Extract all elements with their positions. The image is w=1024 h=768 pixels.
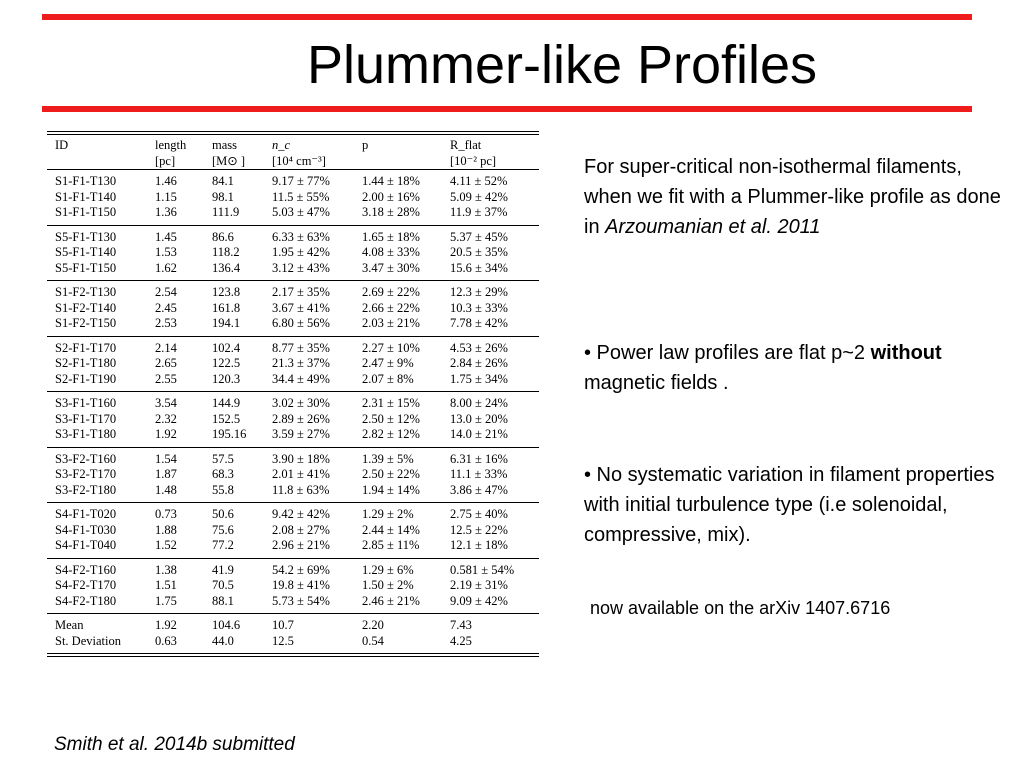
header-length-unit: [pc] — [155, 153, 176, 168]
table-cell: 2.65 — [155, 356, 177, 370]
table-cell: 2.20 — [362, 618, 384, 632]
table-cell: 12.3 ± 29% — [450, 285, 508, 299]
table-group — [47, 614, 539, 654]
table-cell: 2.46 ± 21% — [362, 593, 420, 608]
paragraph-fit-description — [584, 152, 1004, 242]
table-row — [47, 503, 539, 523]
table-row — [47, 523, 539, 539]
table-row — [47, 372, 539, 392]
table-row — [47, 578, 539, 594]
table-group — [47, 336, 539, 392]
table-cell: 20.5 ± 35% — [450, 245, 508, 259]
table-row — [47, 634, 539, 654]
table-cell: St. Deviation — [55, 633, 121, 648]
table-group — [47, 281, 539, 337]
table-cell: 9.42 ± 42% — [272, 507, 330, 521]
table-row — [47, 467, 539, 483]
table-row — [47, 614, 539, 634]
table-cell: 2.50 ± 22% — [362, 467, 420, 481]
table-cell: 2.32 — [155, 411, 177, 426]
table-cell: 55.8 — [212, 482, 234, 497]
header-nc-unit: [10⁴ cm⁻³] — [272, 153, 326, 168]
table-cell: S3-F1-T160 — [55, 396, 117, 410]
table-row — [47, 301, 539, 317]
table-cell: 195.16 — [212, 427, 247, 441]
table-cell: 3.86 ± 47% — [450, 482, 508, 497]
table-group — [47, 392, 539, 448]
table-cell: 14.0 ± 21% — [450, 427, 508, 441]
table-cell: 11.9 ± 37% — [450, 205, 508, 219]
table-cell: 88.1 — [212, 593, 234, 608]
table-cell: 9.09 ± 42% — [450, 593, 508, 608]
table-cell: 1.36 — [155, 205, 177, 219]
table-cell: 70.5 — [212, 578, 234, 592]
table-cell: 2.00 ± 16% — [362, 189, 420, 204]
slide-title: Plummer-like Profiles — [306, 35, 818, 95]
table-cell: 2.96 ± 21% — [272, 538, 330, 552]
table-cell: S4-F1-T040 — [55, 538, 117, 552]
power-law-bold: without — [870, 342, 942, 364]
table-cell: 122.5 — [212, 356, 241, 370]
table-row — [47, 261, 539, 281]
table-row — [47, 336, 539, 356]
table-cell: 75.6 — [212, 522, 234, 537]
table-cell: S4-F2-T180 — [55, 593, 117, 608]
bullet-power-law — [584, 338, 1004, 398]
table-cell: 1.95 ± 42% — [272, 245, 330, 259]
table-cell: 21.3 ± 37% — [272, 356, 330, 370]
table-cell: S1-F1-T150 — [55, 205, 117, 219]
table-cell: 0.581 ± 54% — [450, 562, 515, 577]
table-cell: 10.3 ± 33% — [450, 300, 508, 315]
table-cell: 1.62 — [155, 260, 177, 275]
table-cell: 1.38 — [155, 562, 177, 577]
table-row — [47, 190, 539, 206]
arxiv-note: now available on the arXiv 1407.6716 — [590, 598, 891, 618]
table-cell: S3-F2-T170 — [55, 467, 117, 481]
table-row — [47, 427, 539, 447]
table-cell: 2.07 ± 8% — [362, 371, 414, 386]
table-cell: 0.73 — [155, 507, 177, 521]
table-cell: 3.18 ± 28% — [362, 205, 420, 219]
table-cell: S4-F2-T170 — [55, 578, 117, 592]
table-cell: 1.75 — [155, 593, 177, 608]
table-row — [47, 245, 539, 261]
table-cell: 11.5 ± 55% — [272, 189, 330, 204]
table-cell: 5.37 ± 45% — [450, 229, 508, 244]
table-cell: 1.54 — [155, 451, 177, 466]
table-cell: 1.65 ± 18% — [362, 229, 420, 244]
table-cell: S4-F1-T030 — [55, 522, 117, 537]
table-cell: 2.08 ± 27% — [272, 522, 330, 537]
table-cell: 1.29 ± 2% — [362, 507, 414, 521]
table-cell: 111.9 — [212, 205, 240, 219]
table-cell: 12.5 — [272, 633, 294, 648]
table-cell: 3.67 ± 41% — [272, 300, 330, 315]
table-cell: 2.82 ± 12% — [362, 427, 420, 441]
table-row — [47, 412, 539, 428]
table-cell: 1.53 — [155, 245, 177, 259]
table-cell: 54.2 ± 69% — [272, 562, 330, 577]
table-cell: 0.63 — [155, 633, 177, 648]
table-row — [47, 483, 539, 503]
table-cell: 57.5 — [212, 451, 234, 466]
table-cell: 41.9 — [212, 562, 234, 577]
table-cell: 86.6 — [212, 229, 234, 244]
table-group — [47, 447, 539, 503]
table-cell: 1.45 — [155, 229, 177, 244]
table-group — [47, 558, 539, 614]
table-cell: 8.00 ± 24% — [450, 396, 508, 410]
table-row — [47, 281, 539, 301]
header-mass-unit: [M⊙ ] — [212, 153, 246, 168]
table-cell: S5-F1-T130 — [55, 229, 117, 244]
table-cell: 2.17 ± 35% — [272, 285, 330, 299]
table-cell: 3.90 ± 18% — [272, 451, 330, 466]
table-cell: 161.8 — [212, 300, 241, 315]
table-bottom-rule — [47, 653, 539, 657]
table-cell: 3.02 ± 30% — [272, 396, 330, 410]
header-nc: n_c — [272, 138, 291, 152]
table-row — [47, 356, 539, 372]
table-cell: S2-F1-T190 — [55, 371, 117, 386]
table-cell: S2-F1-T180 — [55, 356, 117, 370]
table-cell: S1-F1-T130 — [55, 174, 117, 188]
table-cell: 11.1 ± 33% — [450, 467, 508, 481]
table-row — [47, 225, 539, 245]
table-cell: 144.9 — [212, 396, 241, 410]
table-row — [47, 594, 539, 614]
table-cell: 194.1 — [212, 316, 241, 330]
table-cell: 2.89 ± 26% — [272, 411, 330, 426]
table-cell: 50.6 — [212, 507, 234, 521]
table-cell: 1.52 — [155, 538, 177, 552]
citation: Smith et al. 2014b submitted — [54, 734, 295, 755]
table-cell: 4.25 — [450, 633, 472, 648]
table-cell: 98.1 — [212, 189, 234, 204]
table-cell: S5-F1-T140 — [55, 245, 117, 259]
table-cell: 12.5 ± 22% — [450, 522, 508, 537]
table-cell: 5.73 ± 54% — [272, 593, 330, 608]
table-cell: 77.2 — [212, 538, 234, 552]
table-cell: 10.7 — [272, 618, 294, 632]
table-cell: S4-F1-T020 — [55, 507, 117, 521]
table-cell: 7.43 — [450, 618, 472, 632]
table-cell: 1.75 ± 34% — [450, 371, 508, 386]
table-cell: 2.44 ± 14% — [362, 522, 420, 537]
table-cell: S2-F1-T170 — [55, 340, 117, 355]
table-row — [47, 205, 539, 225]
table-cell: 104.6 — [212, 618, 241, 632]
table-cell: 6.80 ± 56% — [272, 316, 330, 330]
table-cell: 2.84 ± 26% — [450, 356, 508, 370]
table-cell: 123.8 — [212, 285, 241, 299]
table-cell: 2.69 ± 22% — [362, 285, 420, 299]
table-cell: 1.88 — [155, 522, 177, 537]
table-cell: 2.54 — [155, 285, 177, 299]
bullet-no-variation: • No systematic variation in filament properties with initial turbulence type (i.e solenoidal, compressive, mix). — [584, 464, 995, 546]
table-cell: 1.51 — [155, 578, 177, 592]
table-cell: 34.4 ± 49% — [272, 371, 330, 386]
table-cell: 0.54 — [362, 633, 384, 648]
table-row — [47, 538, 539, 558]
table-cell: 2.53 — [155, 316, 177, 330]
table-cell: 4.11 ± 52% — [450, 174, 508, 188]
table-cell: 3.54 — [155, 396, 177, 410]
table-cell: S3-F1-T170 — [55, 411, 117, 426]
table-cell: 1.15 — [155, 189, 177, 204]
header-rflat-unit: [10⁻² pc] — [450, 153, 497, 168]
table-cell: 1.48 — [155, 482, 177, 497]
table-group — [47, 225, 539, 281]
table-cell: 9.17 ± 77% — [272, 174, 330, 188]
table-cell: S1-F1-T140 — [55, 189, 117, 204]
table-cell: 13.0 ± 20% — [450, 411, 508, 426]
table-cell: 4.53 ± 26% — [450, 340, 508, 355]
table-cell: 2.19 ± 31% — [450, 578, 508, 592]
table-cell: 6.31 ± 16% — [450, 451, 508, 466]
table-cell: S3-F2-T160 — [55, 451, 117, 466]
table-cell: S5-F1-T150 — [55, 260, 117, 275]
table-cell: S1-F2-T150 — [55, 316, 117, 330]
table-cell: 2.27 ± 10% — [362, 340, 420, 355]
table-cell: Mean — [55, 618, 84, 632]
power-law-text-b: magnetic fields . — [584, 372, 729, 394]
table-cell: 6.33 ± 63% — [272, 229, 330, 244]
table-cell: 2.47 ± 9% — [362, 356, 414, 370]
table-header-row — [47, 135, 539, 170]
table-cell: 152.5 — [212, 411, 241, 426]
header-mass: mass — [212, 138, 237, 152]
table-cell: S4-F2-T160 — [55, 562, 117, 577]
table-row — [47, 316, 539, 336]
table-cell: 2.75 ± 40% — [450, 507, 508, 521]
power-law-text-a: • Power law profiles are flat p~2 — [584, 342, 871, 364]
bottom-red-rule — [42, 106, 972, 112]
table-cell: 3.12 ± 43% — [272, 260, 330, 275]
table-row — [47, 170, 539, 190]
table-cell: 1.92 — [155, 618, 177, 632]
table-row — [47, 392, 539, 412]
table-cell: 2.85 ± 11% — [362, 538, 420, 552]
table-cell: 1.39 ± 5% — [362, 451, 414, 466]
table-cell: 120.3 — [212, 371, 241, 386]
table-cell: 5.03 ± 47% — [272, 205, 330, 219]
table-group — [47, 503, 539, 559]
table-cell: S1-F2-T140 — [55, 300, 117, 315]
table-cell: 2.55 — [155, 371, 177, 386]
table-cell: 1.94 ± 14% — [362, 482, 420, 497]
table-cell: 118.2 — [212, 245, 240, 259]
table-cell: S3-F1-T180 — [55, 427, 117, 441]
table-cell: 2.01 ± 41% — [272, 467, 330, 481]
table-cell: 2.03 ± 21% — [362, 316, 420, 330]
table-cell: 2.45 — [155, 300, 177, 315]
table-cell: 8.77 ± 35% — [272, 340, 330, 355]
table-cell: 136.4 — [212, 260, 241, 275]
table-cell: 102.4 — [212, 340, 241, 355]
table-cell: 84.1 — [212, 174, 234, 188]
header-p: p — [362, 138, 369, 152]
table-cell: 1.46 — [155, 174, 177, 188]
table-row — [47, 558, 539, 578]
table-cell: 3.47 ± 30% — [362, 260, 420, 275]
table-cell: 44.0 — [212, 633, 234, 648]
table-group — [47, 170, 539, 226]
fit-reference: Arzoumanian et al. 2011 — [605, 216, 821, 238]
top-red-rule — [42, 14, 972, 20]
table-cell: 1.29 ± 6% — [362, 562, 414, 577]
results-table — [47, 131, 539, 657]
table-cell: 2.31 ± 15% — [362, 396, 420, 410]
table-cell: 1.50 ± 2% — [362, 578, 414, 592]
table-cell: 19.8 ± 41% — [272, 578, 330, 592]
table-cell: 12.1 ± 18% — [450, 538, 508, 552]
table-cell: 2.14 — [155, 340, 177, 355]
table-cell: 4.08 ± 33% — [362, 245, 420, 259]
header-length: length — [155, 138, 187, 152]
table-cell: 1.87 — [155, 467, 177, 481]
table-cell: S1-F2-T130 — [55, 285, 117, 299]
table-cell: 5.09 ± 42% — [450, 189, 508, 204]
table-cell: S3-F2-T180 — [55, 482, 117, 497]
table-cell: 2.50 ± 12% — [362, 411, 420, 426]
header-rflat: R_flat — [450, 138, 482, 152]
table-cell: 15.6 ± 34% — [450, 260, 508, 275]
fit-description-text: For super-critical non-isothermal filaments, when we fit with a Plummer-like profile as done in — [584, 156, 1001, 238]
table-cell: 1.44 ± 18% — [362, 174, 420, 188]
table-cell: 2.66 ± 22% — [362, 300, 420, 315]
header-id: ID — [55, 138, 69, 152]
table-cell: 11.8 ± 63% — [272, 482, 330, 497]
table-cell: 7.78 ± 42% — [450, 316, 508, 330]
table-cell: 68.3 — [212, 467, 234, 481]
table-row — [47, 447, 539, 467]
table-cell: 1.92 — [155, 427, 177, 441]
table-cell: 3.59 ± 27% — [272, 427, 330, 441]
